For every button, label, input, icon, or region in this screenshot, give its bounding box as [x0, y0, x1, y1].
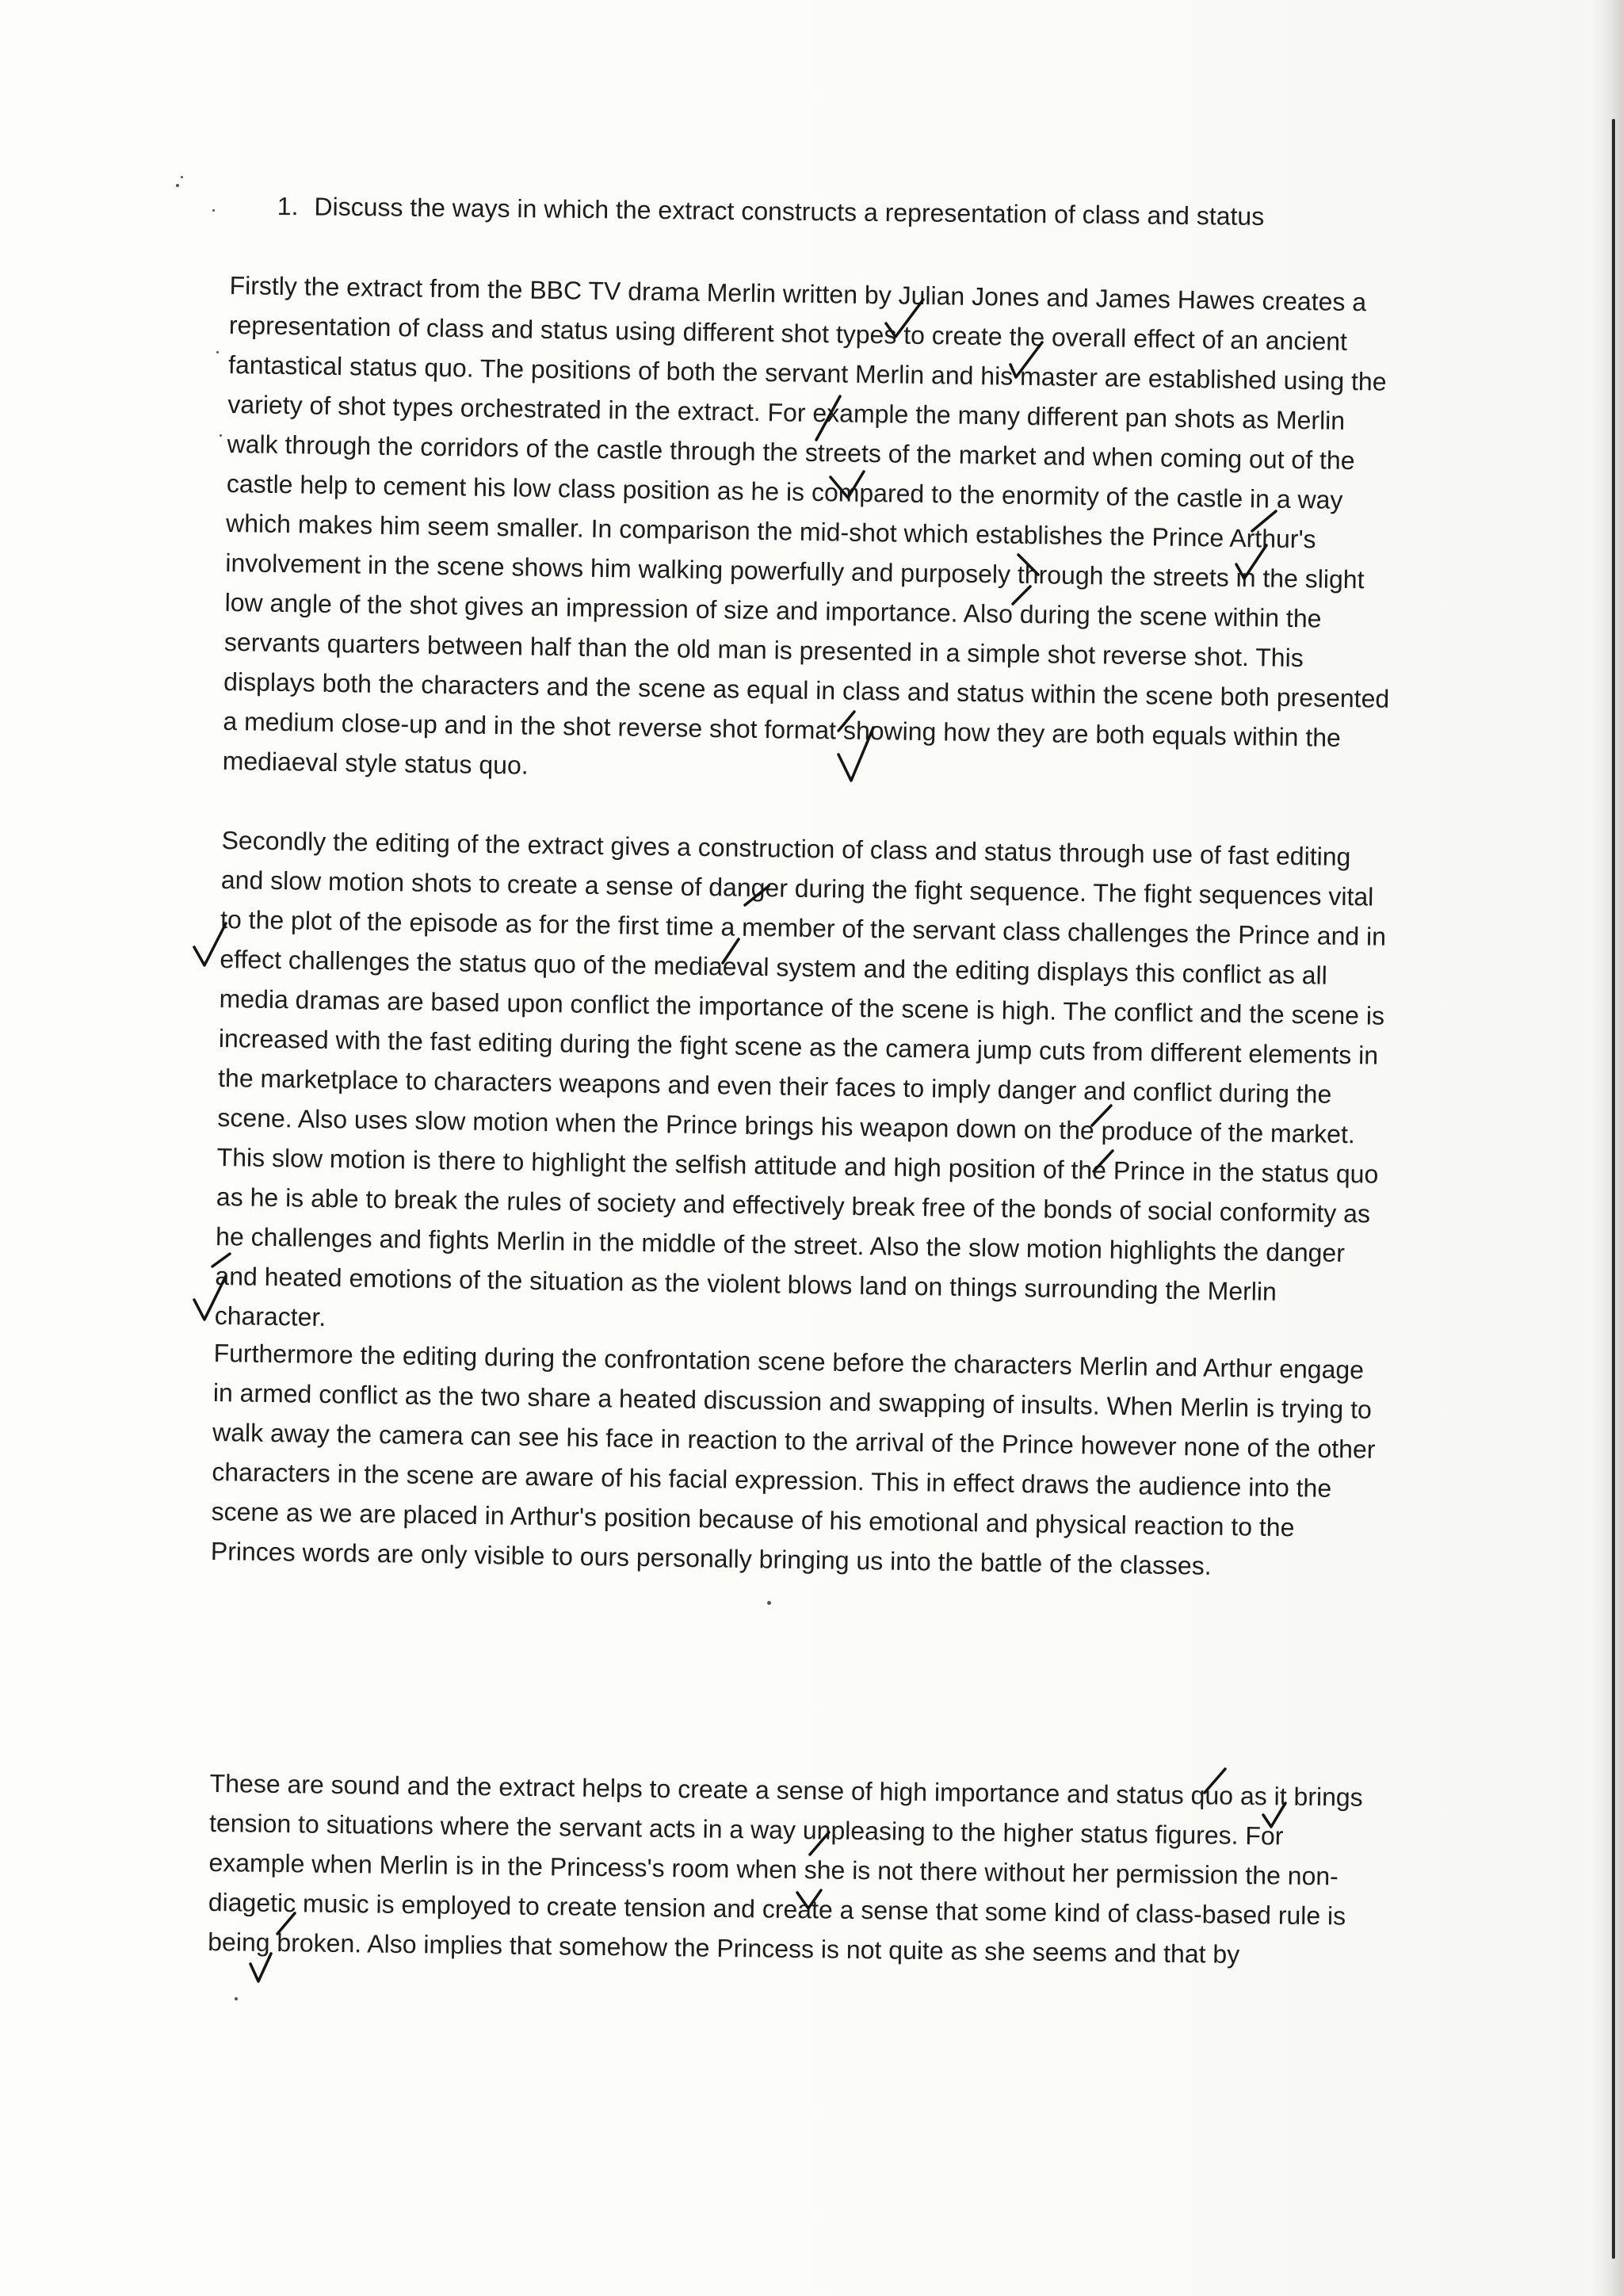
paragraph-text: Firstly the extract from the BBC TV drama Merlin written by Julian Jones and James Hawes creates a representation of class and status using different shot types to create the overall effect of an ancient fantastical status quo. The positions of both the servant Merlin and his master are established using the variety of shot types orchestrated in the extract. For example the many different pan shots as Merlin walk through the corridors of the castle through the streets of the market and when coming out of the castle help to cement his low class position as he is compared to the enormity of the castle in a way which makes him seem smaller. In comparison the mid-shot which establishes the Prince Arthur's involvement in the scene shows him walking powerfully and purposely through the streets in the slight low angle of the shot gives an impression of size and importance. Also during the scene within the servants quarters between half than the old man is presented in a simple shot reverse shot. This displays both the characters and the scene as equal in class and status within the scene both presented a medium close-up and in the shot reverse shot format showing how they are both equals within the mediaeval style status quo. [222, 270, 1390, 780]
scan-speck [181, 176, 183, 178]
scan-speck [176, 184, 179, 187]
scan-speck [235, 1997, 238, 2000]
scan-speck [220, 434, 222, 437]
paragraph-text: Furthermore the editing during the confrontation scene before the characters Merlin and Arthur engage in armed conflict as the two share a heated discussion and swapping of insults. When Merlin is trying to walk away the camera can see his face in reaction to the arrival of the Prince however none of the other characters in the scene are aware of his facial expression. This in effect draws the audience into the scene as we are placed in Arthur's position because of his emotional and physical reaction to the Princes words are only visible to ours personally bringing us into the battle of the classes. [210, 1338, 1376, 1580]
scan-speck [767, 1601, 771, 1605]
essay-paragraph-2 [214, 820, 1394, 1353]
page-edge-line [1612, 119, 1615, 2259]
paragraph-text: Secondly the editing of the extract gives a construction of class and status through use of fast editing and slow motion shots to create a sense of danger during the fight sequence. The fight sequences vital to the plot of the episode as for the first time a member of the servant class challenges the Prince and in effect challenges the status quo of the mediaeval system and the editing displays this conflict as all media dramas are based upon conflict the importance of the scene is high. The conflict and the scene is increased with the fast editing during the fight scene as the camera jump cuts from different elements in the marketplace to characters weapons and even their faces to imply danger and conflict during the scene. Also uses slow motion when the Prince brings his weapon down on the produce of the market. This slow motion is there to highlight the selfish attitude and high position of the Prince in the status quo as he is able to break the rules of society and effectively break free of the bonds of social conformity as he challenges and fights Merlin in the middle of the street. Also the slow motion highlights the danger and heated emotions of the situation as the violent blows land on things surrounding the Merlin character. [214, 825, 1387, 1332]
question-heading [277, 190, 1265, 234]
scan-speck [212, 209, 215, 212]
essay-paragraph-4 [208, 1763, 1383, 1976]
question-text: Discuss the ways in which the extract constructs a representation of class and status [314, 192, 1265, 231]
question-number: 1. [277, 191, 299, 221]
page-edge-shadow [1593, 0, 1623, 2296]
essay-paragraph-1 [222, 266, 1402, 798]
paragraph-text: These are sound and the extract helps to create a sense of high importance and status quo as it brings tension to situations where the servant acts in a way unpleasing to the higher status figures. For example when Merlin is in the Princess's room when she is not there without her permission the non-diagetic music is employed to create tension and create a sense that some kind of class-based rule is being broken. Also implies that somehow the Princess is not quite as she seems and that by [208, 1768, 1363, 1969]
scan-speck [216, 351, 219, 353]
essay-paragraph-3 [211, 1333, 1387, 1588]
